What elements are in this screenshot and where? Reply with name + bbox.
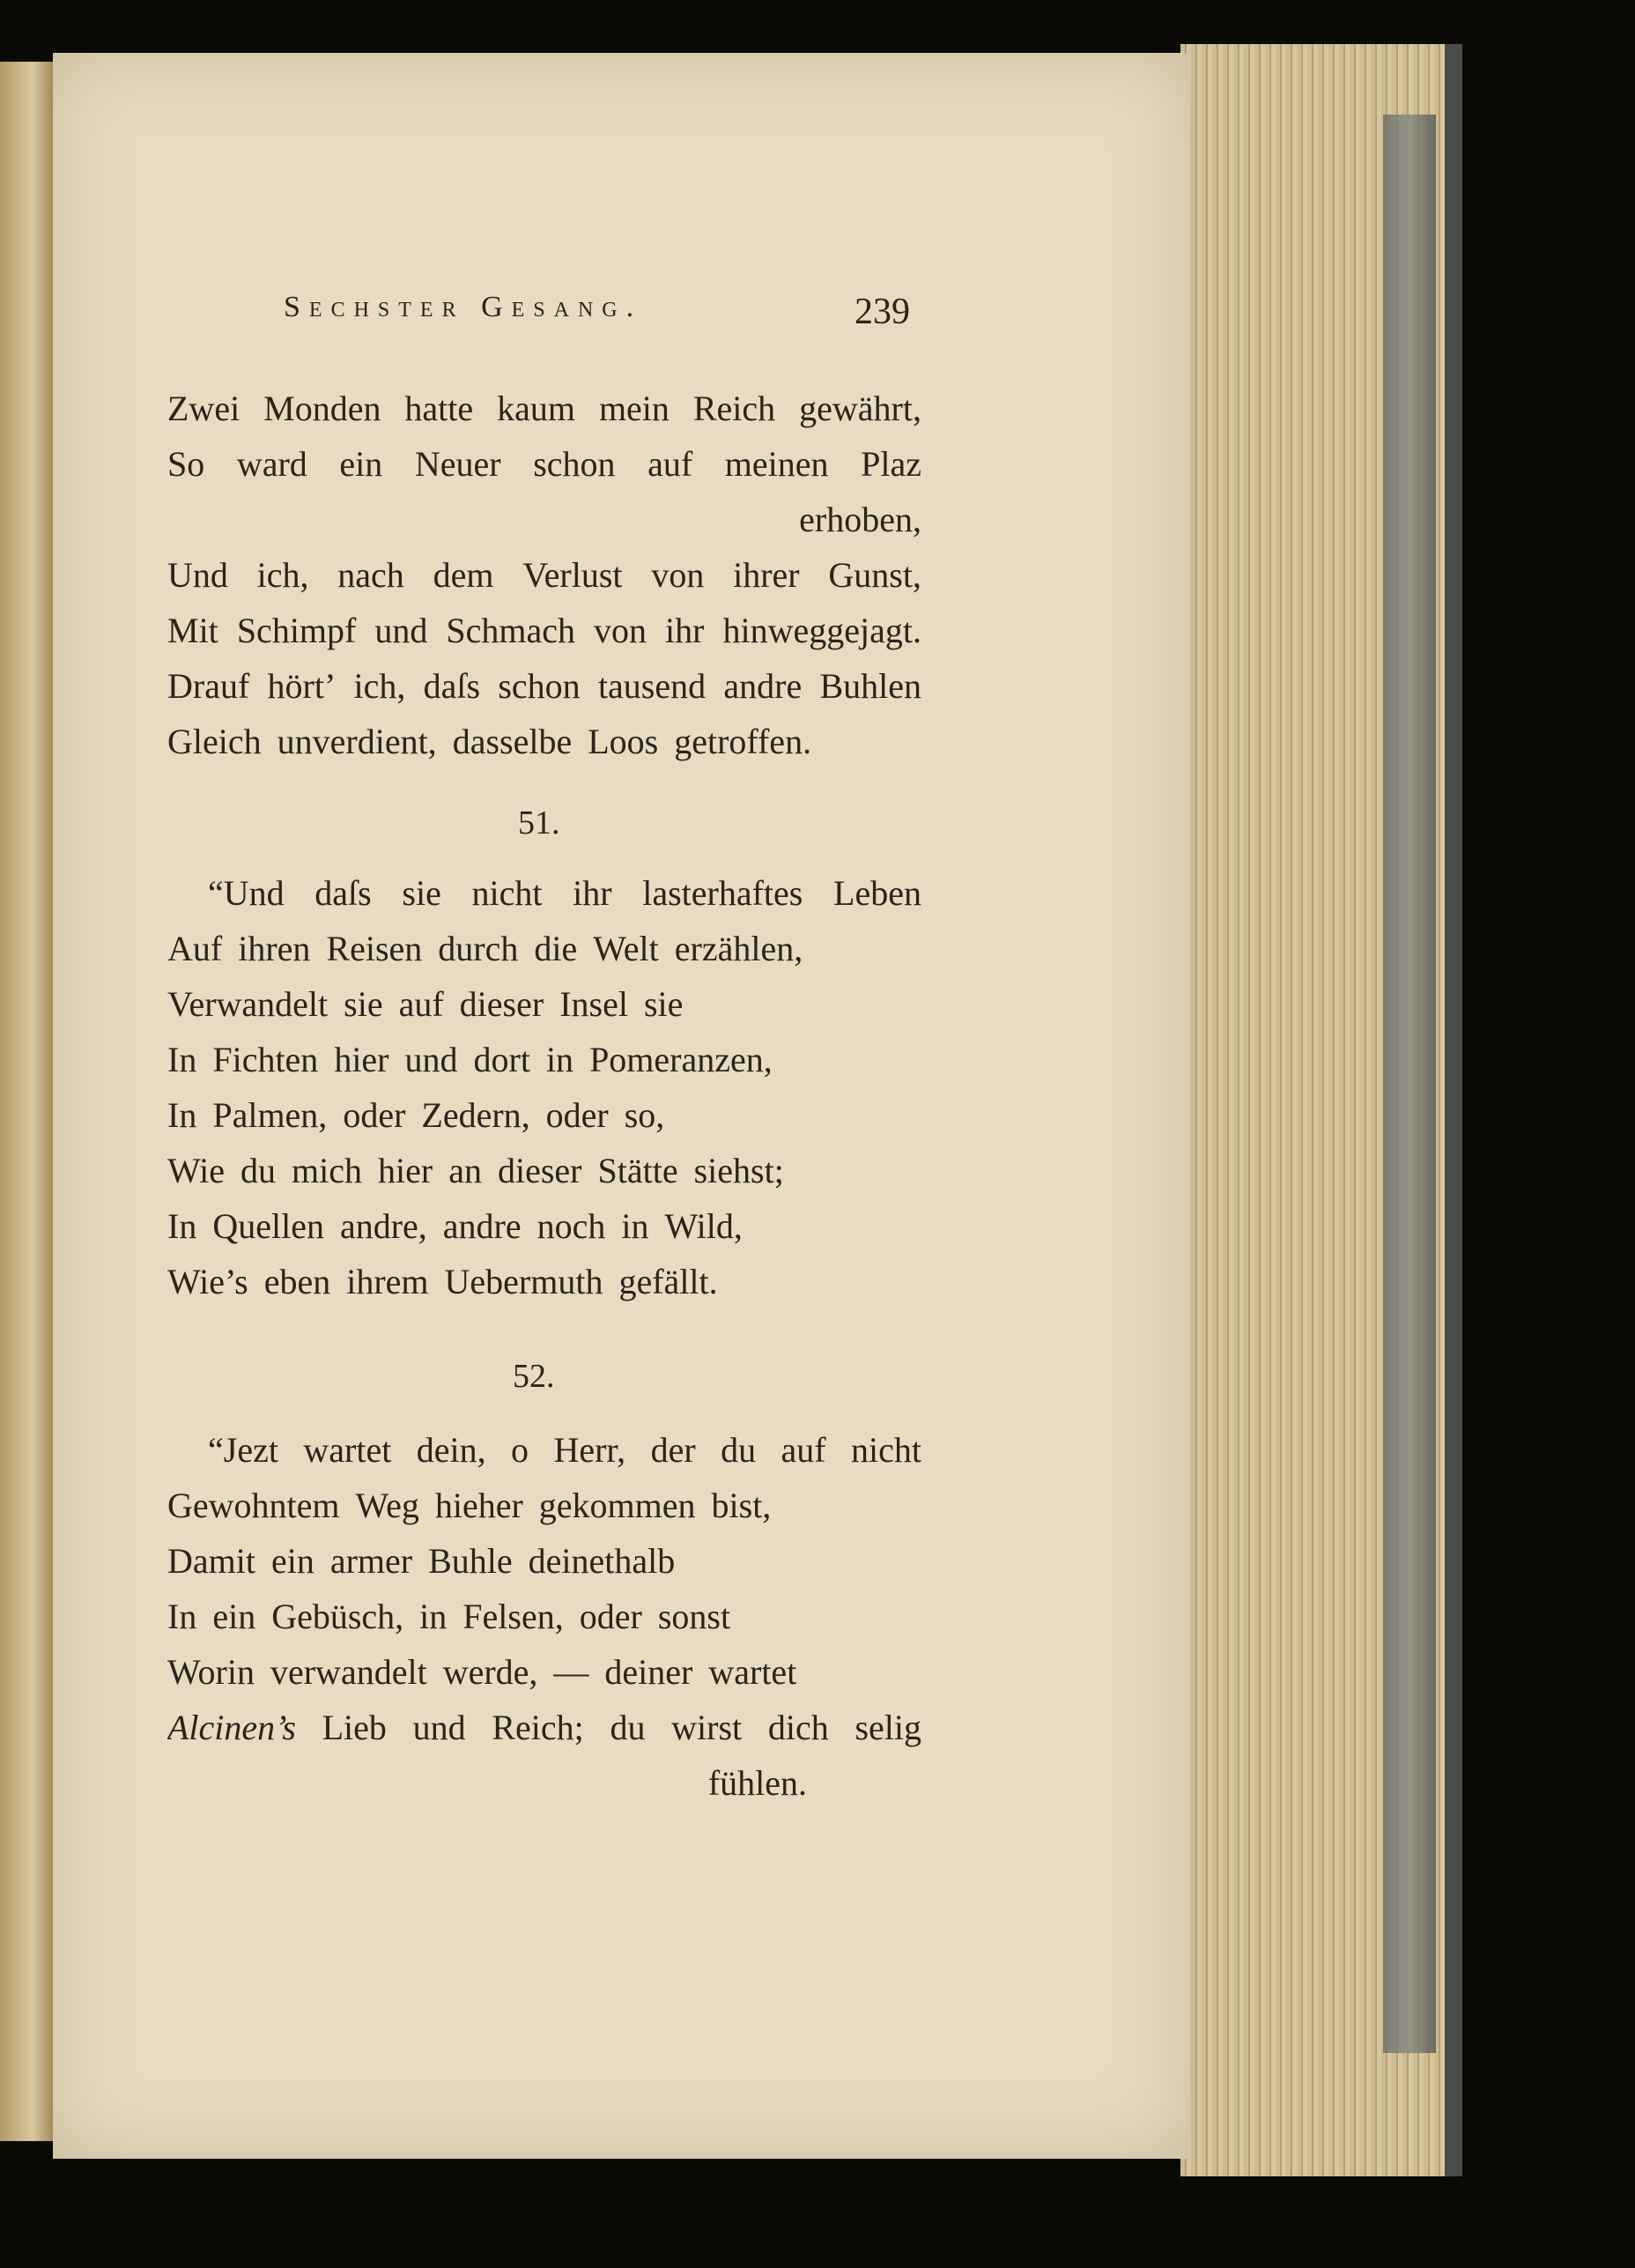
verse-word: Gunst, [828, 555, 921, 595]
verse-word: Neuer [414, 444, 501, 484]
verse-word: Gebüsch, [271, 1597, 404, 1636]
verse-word: Wie’s [167, 1262, 248, 1301]
verse-word: sie [643, 984, 684, 1024]
verse-word: gewährt, [799, 389, 921, 428]
verse-word: du [240, 1151, 277, 1190]
verse-word: eben [263, 1262, 331, 1301]
verse-word: Worin [167, 1652, 255, 1692]
verse-word: ein [270, 1541, 314, 1581]
verse-word: Buhle [428, 1541, 513, 1581]
verse-word: wartet [708, 1652, 797, 1692]
verse-word: der [650, 1430, 696, 1470]
page-number: 239 [854, 292, 910, 332]
verse-word: und [412, 1708, 466, 1747]
verse-line [167, 1205, 921, 1247]
verse-word: ihr [665, 611, 705, 650]
verse-word: mich [292, 1151, 363, 1190]
verse-word: siehst; [693, 1151, 784, 1190]
verse-word: ich, [256, 555, 309, 595]
verse-word: hieher [434, 1486, 523, 1525]
verse-word: sonst [657, 1597, 731, 1636]
verse-line [167, 388, 921, 429]
verse-word: getroffen. [674, 722, 812, 761]
verse-line [167, 1261, 921, 1302]
verse-word: andre, [339, 1206, 427, 1246]
verse-word: erzählen, [674, 929, 803, 968]
verse-word: Schimpf [236, 611, 357, 650]
verse-word: in [419, 1597, 448, 1636]
verse-word: so, [624, 1095, 665, 1135]
verse-line [167, 665, 921, 707]
verse-word: Buhlen [819, 666, 921, 706]
verse-word: Verlust [522, 555, 623, 595]
verse-word: ihrer [733, 555, 800, 595]
stanza-number: 52. [513, 1358, 555, 1395]
verse-word: In [167, 1040, 197, 1079]
verse-word: “Und [208, 873, 285, 913]
verse-word: Alcinen’s [167, 1708, 296, 1747]
verse-word: von [594, 611, 647, 650]
verse-word: verwandelt [270, 1652, 427, 1692]
verse-word: Plaz [861, 444, 921, 484]
verse-word: und [404, 1040, 458, 1079]
verse-word: ein [212, 1597, 256, 1636]
verse-word: oder [545, 1095, 609, 1135]
verse-word: von [651, 555, 705, 595]
verse-word: Palmen, [212, 1095, 328, 1135]
verse-line [167, 443, 921, 485]
verse-word: hinweggejagt. [722, 611, 921, 650]
verse-line [167, 983, 921, 1025]
verse-word: ihr [573, 873, 612, 913]
verse-word: Und [167, 555, 228, 595]
verse-line-continuation: erhoben, [799, 500, 921, 539]
verse-word: ich, [353, 666, 406, 706]
verse-word: auf [647, 444, 693, 484]
verse-word: Monden [263, 389, 381, 428]
verse-word: Zwei [167, 389, 240, 428]
verse-word: Gleich [167, 722, 262, 761]
verse-word: hier [378, 1151, 433, 1190]
verse-word: “Jezt [208, 1430, 278, 1470]
verse-word: selig [854, 1708, 921, 1747]
verse-word: Pomeranzen, [589, 1040, 773, 1079]
verse-word: gekommen [538, 1486, 696, 1525]
verse-word: gefällt. [618, 1262, 718, 1301]
verse-word: nicht [851, 1430, 921, 1470]
stanza-number: 51. [518, 804, 560, 841]
verse-word: unverdient, [277, 722, 437, 761]
verse-word: o [511, 1430, 529, 1470]
verse-word: dich [767, 1708, 829, 1747]
verse-word: Verwandelt [167, 984, 329, 1024]
verse-word: Quellen [212, 1206, 324, 1246]
verse-word: Stätte [597, 1151, 678, 1190]
verse-word: hier [334, 1040, 389, 1079]
verse-word: Zedern, [421, 1095, 530, 1135]
verse-line [167, 1596, 921, 1637]
verse-word: Uebermuth [444, 1262, 603, 1301]
verse-word: ihren [238, 929, 311, 968]
verse-word: ein [339, 444, 383, 484]
verse-word: meinen [724, 444, 829, 484]
verse-word: ward [236, 444, 307, 484]
verse-word: Wild, [664, 1206, 743, 1246]
verse-word: Wie [167, 1151, 226, 1190]
verse-word: noch [536, 1206, 606, 1246]
verse-word: Drauf [167, 666, 250, 706]
verse-word: In [167, 1206, 197, 1246]
verse-word: auf [398, 984, 444, 1024]
verse-line [167, 610, 921, 651]
verse-word: durch [438, 929, 519, 968]
verse-line [167, 1150, 921, 1191]
verse-word: oder [343, 1095, 406, 1135]
verse-word: wartet [303, 1430, 392, 1470]
verse-word: dem [433, 555, 494, 595]
verse-word: deiner [604, 1652, 693, 1692]
verse-word: andre [723, 666, 803, 706]
verse-word: Welt [593, 929, 659, 968]
verse-word: hört’ [267, 666, 337, 706]
verse-word: nicht [471, 873, 543, 913]
verse-word: dein, [416, 1430, 486, 1470]
verse-word: sie [402, 873, 441, 913]
verse-word: Felsen, [462, 1597, 564, 1636]
verse-word: nach [337, 555, 404, 595]
verse-line [167, 1707, 921, 1748]
verse-word: oder [579, 1597, 642, 1636]
verse-word: Fichten [212, 1040, 319, 1079]
verse-word: Insel [559, 984, 628, 1024]
verse-word: schon [533, 444, 616, 484]
verse-word: du [610, 1708, 646, 1747]
verse-line [208, 1429, 921, 1471]
verse-word: kaum [497, 389, 575, 428]
verse-line [167, 1485, 921, 1526]
verse-word: Gewohntem [167, 1486, 340, 1525]
verse-word: dieser [459, 984, 544, 1024]
verse-word: Reich; [492, 1708, 584, 1747]
verse-word: So [167, 444, 205, 484]
verse-word: in [545, 1040, 574, 1079]
verse-word: Loos [588, 722, 659, 761]
verse-word: auf [781, 1430, 826, 1470]
verse-word: du [721, 1430, 757, 1470]
verse-word: schon [498, 666, 581, 706]
verse-word: In [167, 1095, 197, 1135]
verse-word: die [534, 929, 578, 968]
verse-word: dort [473, 1040, 530, 1079]
verse-line [167, 1540, 921, 1582]
verse-word: ihrem [346, 1262, 429, 1301]
running-header: Sechster Gesang. [284, 291, 643, 323]
verse-word: Herr, [553, 1430, 626, 1470]
verse-line [167, 1039, 921, 1080]
verse-word: lasterhaftes [642, 873, 803, 913]
verse-line [208, 872, 921, 914]
verse-word: mein [598, 389, 670, 428]
verse-word: und [374, 611, 428, 650]
verse-word: Schmach [446, 611, 576, 650]
verse-word: Reisen [326, 929, 423, 968]
verse-word: armer [329, 1541, 413, 1581]
verse-word: dasselbe [452, 722, 573, 761]
verse-line [167, 928, 921, 969]
verse-word: — [553, 1652, 589, 1692]
verse-word: daſs [423, 666, 481, 706]
verse-word: Weg [355, 1486, 419, 1525]
verse-word: werde, [442, 1652, 538, 1692]
verse-line [167, 721, 921, 762]
verse-word: In [167, 1597, 197, 1636]
verse-word: an [448, 1151, 482, 1190]
verse-line [167, 554, 921, 596]
verse-word: andre [442, 1206, 522, 1246]
verse-word: hatte [404, 389, 474, 428]
verse-word: Leben [833, 873, 921, 913]
verse-word: Auf [167, 929, 223, 968]
verse-word: deinethalb [528, 1541, 676, 1581]
verse-word: Mit [167, 611, 218, 650]
verse-word: sie [344, 984, 383, 1024]
verse-word: bist, [711, 1486, 772, 1525]
verse-line [167, 1651, 921, 1693]
verse-word: wirst [671, 1708, 743, 1747]
verse-word: Reich [692, 389, 776, 428]
verse-word: in [621, 1206, 649, 1246]
verse-word: Lieb [322, 1708, 387, 1747]
verse-line-continuation: fühlen. [707, 1763, 807, 1803]
verse-word: daſs [314, 873, 372, 913]
verse-line [167, 1094, 921, 1136]
verse-word: dieser [497, 1151, 582, 1190]
verse-word: tausend [597, 666, 707, 706]
verse-word: Damit [167, 1541, 255, 1581]
